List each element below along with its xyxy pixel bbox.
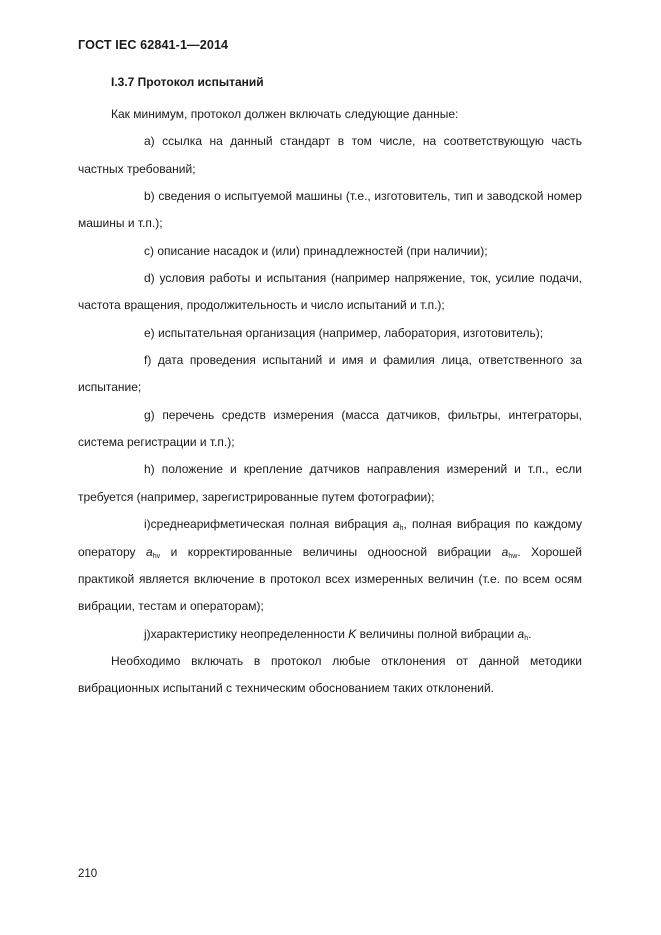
page-number: 210 xyxy=(78,868,98,880)
document-header: ГОСТ IEC 62841-1—2014 xyxy=(78,38,229,52)
item-marker: g) xyxy=(144,407,155,422)
variable-subscript: hw xyxy=(508,552,518,560)
item-text: условия работы и испытания (например напряжение, ток, усилие подачи, частота вращения, продолжительность и число испытаний и т.п.); xyxy=(78,271,582,313)
item-text: описание насадок и (или) принадлежностей (при наличии); xyxy=(157,243,488,258)
item-marker: a) xyxy=(144,134,155,149)
list-item-h xyxy=(78,456,582,511)
item-marker: e) xyxy=(144,325,155,340)
item-text-part: . Хорошей практикой является включение в протокол всех измеренных величин (т.е. по всем осям вибрации, тестам и операторам); xyxy=(78,544,582,614)
variable-symbol: a xyxy=(392,517,400,532)
variable-symbol: a xyxy=(517,626,525,641)
item-text: перечень средств измерения (масса датчиков, фильтры, интеграторы, система регистрации и т.п.); xyxy=(78,407,582,450)
variable-subscript: h xyxy=(399,525,404,533)
item-text-part: среднеарифметическая полная вибрация xyxy=(150,517,393,532)
variable-symbol: a xyxy=(501,544,509,559)
intro-paragraph: Как минимум, протокол должен включать следующие данные: xyxy=(111,107,459,121)
item-marker: i) xyxy=(144,517,151,532)
variable-symbol: K xyxy=(348,626,357,641)
closing-paragraph: Необходимо включать в протокол любые отклонения от данной методики вибрационных испытаний с техническим обоснованием таких отклонений. xyxy=(78,653,582,696)
item-marker: j) xyxy=(144,626,151,641)
list-item-j xyxy=(78,621,582,648)
list-item-i xyxy=(78,511,582,620)
list-item-f xyxy=(78,347,582,402)
section-title: I.3.7 Протокол испытаний xyxy=(111,75,264,89)
list-item-b xyxy=(78,183,582,238)
list-item-c xyxy=(78,238,582,265)
item-text-part: . xyxy=(528,626,532,641)
list-item-g xyxy=(78,402,582,457)
item-marker: b) xyxy=(144,189,155,204)
variable-subscript: h xyxy=(524,634,529,642)
item-marker: c) xyxy=(144,243,154,258)
item-text: положение и крепление датчиков направления измерений и т.п., если требуется (например, зарегистрированные путем фотографии); xyxy=(78,462,582,504)
item-text: ссылка на данный стандарт в том числе, на соответствующую часть частных требований; xyxy=(78,134,582,176)
item-marker: d) xyxy=(144,271,155,286)
item-text: испытательная организация (например, лаборатория, изготовитель); xyxy=(158,325,544,340)
list-item-a xyxy=(78,128,582,183)
item-text: сведения о испытуемой машины (т.е., изготовитель, тип и заводской номер машины и т.п.); xyxy=(78,189,582,231)
item-text-part: и корректированные величины одноосной вибрации xyxy=(160,544,502,559)
item-text-part: характеристику неопределенности xyxy=(150,626,349,641)
variable-symbol: a xyxy=(146,544,153,559)
document-body xyxy=(78,101,582,703)
variable-subscript: hv xyxy=(152,552,161,560)
item-marker: f) xyxy=(144,353,152,368)
item-text: дата проведения испытаний и имя и фамилия лица, ответственного за испытание; xyxy=(78,353,582,395)
list-item-d xyxy=(78,265,582,320)
item-marker: h) xyxy=(144,462,155,477)
item-text-part: , полная вибрация по каждому оператору xyxy=(78,517,582,559)
item-text-part: величины полной вибрации xyxy=(356,626,518,641)
list-item-e xyxy=(78,320,582,347)
